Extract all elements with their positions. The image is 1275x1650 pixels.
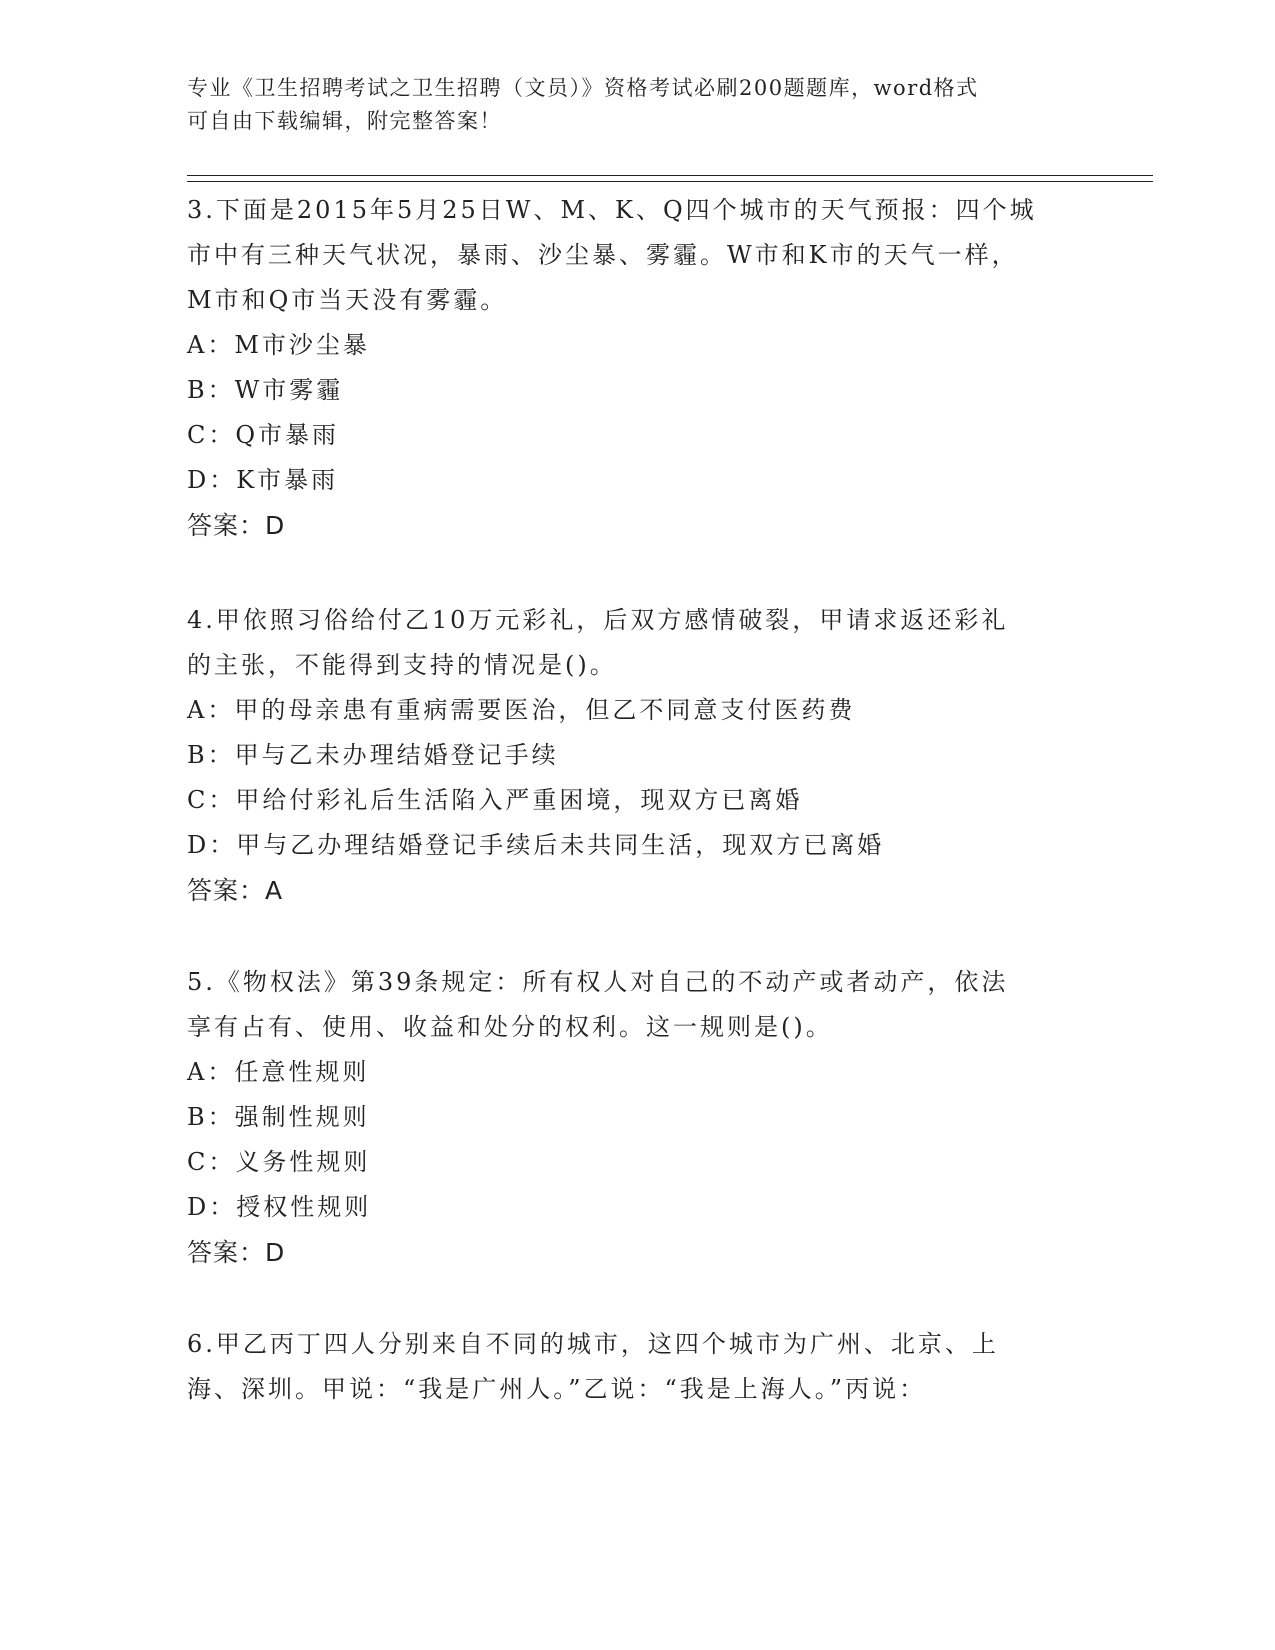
option-c: C：甲给付彩礼后生活陷入严重困境，现双方已离婚 bbox=[187, 786, 803, 814]
header-divider-top bbox=[187, 175, 1153, 176]
header-line-2: 可自由下载编辑，附完整答案！ bbox=[187, 109, 502, 133]
question-stem-line: M市和Q市当天没有雾霾。 bbox=[187, 286, 508, 314]
question-stem-line: 海、深圳。甲说：“我是广州人。”乙说：“我是上海人。”丙说： bbox=[187, 1375, 927, 1403]
option-d: D：K市暴雨 bbox=[187, 466, 339, 494]
option-d: D：甲与乙办理结婚登记手续后未共同生活，现双方已离婚 bbox=[187, 831, 885, 859]
question-stem-line: 6.甲乙丙丁四人分别来自不同的城市，这四个城市为广州、北京、上 bbox=[187, 1330, 999, 1358]
option-c: C：Q市暴雨 bbox=[187, 421, 340, 449]
option-b: B：甲与乙未办理结婚登记手续 bbox=[187, 741, 559, 769]
header-divider-bottom bbox=[187, 181, 1153, 182]
question-stem-line: 3.下面是2015年5月25日W、M、K、Q四个城市的天气预报：四个城 bbox=[187, 196, 1037, 224]
option-a: A：任意性规则 bbox=[187, 1058, 370, 1086]
option-a: A：甲的母亲患有重病需要医治，但乙不同意支付医药费 bbox=[187, 696, 856, 724]
option-b: B：强制性规则 bbox=[187, 1103, 370, 1131]
option-d: D：授权性规则 bbox=[187, 1193, 372, 1221]
question-stem-line: 享有占有、使用、收益和处分的权利。这一规则是()。 bbox=[187, 1013, 833, 1041]
answer-label: 答案：A bbox=[187, 876, 284, 905]
header-line-1: 专业《卫生招聘考试之卫生招聘（文员）》资格考试必刷200题题库，word格式 bbox=[187, 76, 979, 100]
question-stem-line: 的主张，不能得到支持的情况是()。 bbox=[187, 651, 617, 679]
question-3 bbox=[187, 188, 1067, 548]
option-b: B：W市雾霾 bbox=[187, 376, 344, 404]
document-header bbox=[187, 72, 1067, 138]
option-a: A：M市沙尘暴 bbox=[187, 331, 370, 359]
option-c: C：义务性规则 bbox=[187, 1148, 371, 1176]
answer-label: 答案：D bbox=[187, 511, 286, 540]
question-stem-line: 5.《物权法》第39条规定：所有权人对自己的不动产或者动产，依法 bbox=[187, 968, 1009, 996]
question-stem-line: 市中有三种天气状况，暴雨、沙尘暴、雾霾。W市和K市的天气一样， bbox=[187, 241, 1019, 269]
question-6 bbox=[187, 1322, 1067, 1412]
question-4 bbox=[187, 598, 1067, 913]
question-5 bbox=[187, 960, 1067, 1275]
answer-label: 答案：D bbox=[187, 1238, 286, 1267]
question-stem-line: 4.甲依照习俗给付乙10万元彩礼，后双方感情破裂，甲请求返还彩礼 bbox=[187, 606, 1009, 634]
